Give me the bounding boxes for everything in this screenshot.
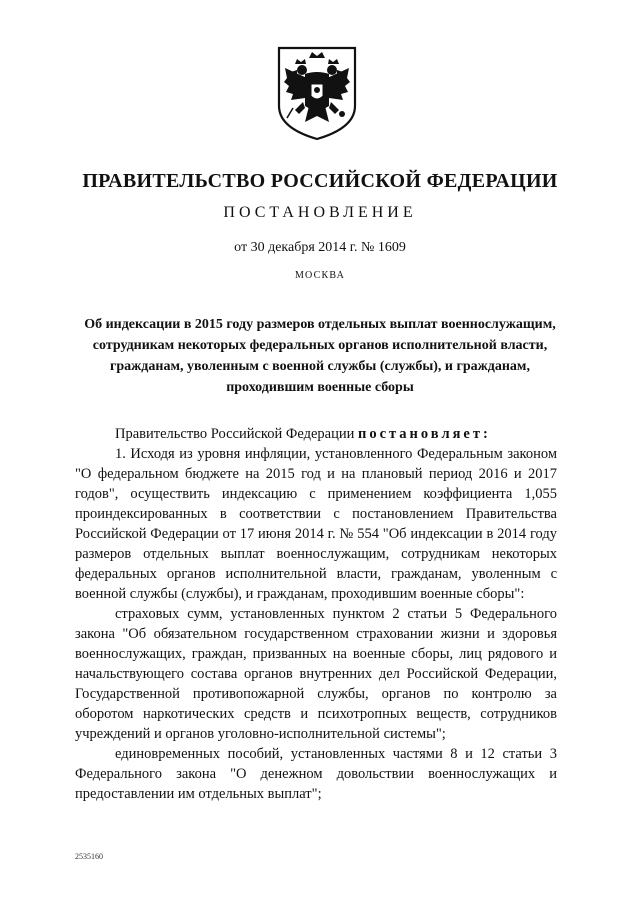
paragraph-1: 1. Исходя из уровня инфляции, установленного Федеральным законом "О федеральном бюджете на 2015 год и на плановый период 2016 и 2017 годов", осуществить индексацию с применением коэффициента 1,055 проиндексированных в соответствии с постановлением Правительства Российской Федерации от 17 июня 2014 г. № 554 "Об индексации в 2014 году размеров отдельных выплат военнослужащим, сотрудникам некоторых федеральных органов исполнительной власти, гражданам, уволенным с военной службы (службы), и гражданам, проходившим военные сборы": xyxy=(75,446,557,602)
decree-date-number: от 30 декабря 2014 г. № 1609 xyxy=(234,240,406,255)
item-insurance-sums: страховых сумм, установленных пунктом 2 статьи 5 Федерального закона "Об обязательном государственном страховании жизни и здоровья военнослужащих, граждан, призванных на военные сборы, лиц рядового и начальствующего состава органов внутренних дел Российской Федерации, Государственной противопожарной службы, органов по контролю за оборотом наркотических средств и психотропных веществ, сотрудников учреждений и органов уголовно-исполнительной системы"; xyxy=(75,606,557,742)
lead-paragraph xyxy=(75,424,557,444)
lead-resolves: постановляет: xyxy=(357,426,491,442)
decree-title: Об индексации в 2015 году размеров отдельных выплат военнослужащим, сотрудникам некоторых федеральных органов исполнительной власти, гражданам, уволенным с военной службы (службы), и гражданам, проходившим военные сборы xyxy=(84,317,556,395)
document-type: ПОСТАНОВЛЕНИЕ xyxy=(223,204,417,221)
government-title: ПРАВИТЕЛЬСТВО РОССИЙСКОЙ ФЕДЕРАЦИИ xyxy=(82,170,558,192)
document-code: 2535160 xyxy=(75,852,103,861)
item-lump-sum-benefits: единовременных пособий, установленных частями 8 и 12 статьи 3 Федерального закона "О денежном довольствии военнослужащих и предоставлении им отдельных выплат"; xyxy=(75,746,557,802)
lead-text: Правительство Российской Федерации xyxy=(115,426,358,442)
coat-of-arms-icon xyxy=(275,44,359,142)
city: МОСКВА xyxy=(294,270,346,281)
decree-body xyxy=(75,424,557,804)
